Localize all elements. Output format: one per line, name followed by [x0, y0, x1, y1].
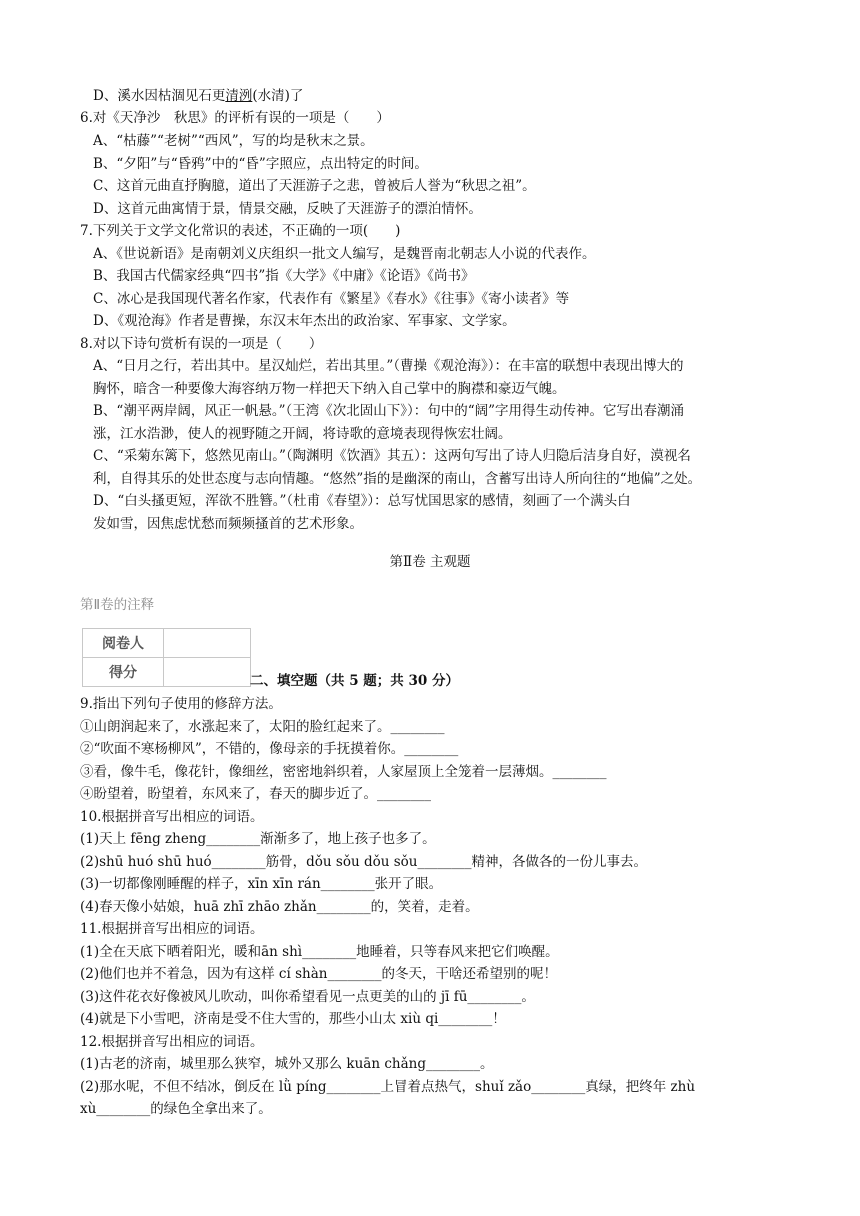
q10-stem: 10.根据拼音写出相应的词语。: [80, 809, 264, 825]
q11-item-1: (1)全在天底下晒着阳光，暖和ān shì________地睡着，只等春风来把它们唤醒。: [80, 944, 559, 960]
q7-option-a: A、《世说新语》是南朝刘义庆组织一批文人编写，是魏晋南北朝志人小说的代表作。: [93, 246, 596, 262]
q10-item-2: (2)shū huó shū huó________筋骨，dǒu sǒu dǒu sǒu________精神，各做各的一份儿事去。: [80, 854, 647, 870]
q11-stem: 11.根据拼音写出相应的词语。: [80, 921, 264, 937]
score-label: 得分: [83, 658, 164, 687]
q7-option-c: C、冰心是我国现代著名作家，代表作有《繁星》《春水》《往事》《寄小读者》等: [93, 291, 570, 307]
q6-stem: 6.对《天净沙 秋思》的评析有误的一项是（ ）: [80, 110, 390, 126]
q10-item-1: (1)天上 fēng zheng________渐渐多了，地上孩子也多了。: [80, 831, 436, 847]
q12-stem: 12.根据拼音写出相应的词语。: [80, 1034, 264, 1050]
q6-option-b: B、“夕阳”与“昏鸦”中的“昏”字照应，点出特定的时间。: [93, 156, 428, 172]
score-cell: [164, 658, 251, 687]
q11-item-3: (3)这件花衣好像被风儿吹动，叫你希望看见一点更美的山的 jī fū________。: [80, 989, 535, 1005]
q12-item-2-line1: (2)那水呢，不但不结冰，倒反在 lǜ píng________上冒着点热气，shuǐ zǎo________真绿，把终年 zhù: [80, 1079, 696, 1095]
q9-item-4: ④盼望着，盼望着，东风来了，春天的脚步近了。________: [80, 786, 431, 802]
q8-stem: 8.对以下诗句赏析有误的一项是（ ）: [80, 336, 323, 352]
q9-item-3: ③看，像牛毛，像花针，像细丝，密密地斜织着，人家屋顶上全笼着一层薄烟。________: [80, 764, 607, 780]
q12-item-2-line2: xù________的绿色全拿出来了。: [80, 1101, 272, 1117]
q8-option-d-line1: D、“白头搔更短，浑欲不胜簪。”（杜甫《春望》）：总写忧国思家的感情，刻画了一个满头白: [93, 493, 631, 509]
q12-item-1: (1)古老的济南，城里那么狭窄，城外又那么 kuān chǎng________。: [80, 1056, 494, 1072]
q10-item-4: (4)春天像小姑娘，huā zhī zhāo zhǎn________的，笑着，走着。: [80, 899, 479, 915]
q8-option-b-line2: 涨，江水浩渺，使人的视野随之开阔，将诗歌的意境表现得恢宏壮阔。: [93, 426, 512, 442]
grader-label: 阅卷人: [83, 629, 164, 658]
q7-stem: 7.下列关于文学文化常识的表述，不正确的一项( ): [80, 223, 401, 239]
q5-option-d: [93, 87, 303, 105]
q8-option-c-line1: C、“采菊东篱下，悠然见南山。”（陶渊明《饮酒》其五）：这两句写出了诗人归隐后洁身自好，漠视名: [93, 448, 691, 464]
q11-item-4: (4)就是下小雪吧，济南是受不住大雪的，那些小山太 xiù qi________！: [80, 1011, 506, 1027]
q8-option-c-line2: 利，自得其乐的处世态度与志向情趣。“悠然”指的是幽深的南山，含蓄写出诗人所向往的“地偏”之处。: [93, 471, 702, 487]
q9-item-2: ②“吹面不寒杨柳风”，不错的，像母亲的手抚摸着你。________: [80, 741, 459, 757]
q7-option-b: B、我国古代儒家经典“四书”指《大学》《中庸》《论语》《尚书》: [93, 268, 475, 284]
q5-option-d-pre: D、溪水因枯涸见石更: [93, 88, 226, 104]
section-title: 第Ⅱ卷 主观题: [389, 554, 471, 570]
grader-table: [82, 628, 251, 687]
q8-option-a-line1: A、“日月之行，若出其中。星汉灿烂，若出其里。”（曹操《观沧海》）：在丰富的联想中表现出博大的: [93, 358, 684, 374]
grader-cell: [164, 629, 251, 658]
part2-title: 二、填空题（共 5 题；共 30 分）: [250, 673, 459, 689]
q6-option-d: D、这首元曲寓情于景，情景交融，反映了天涯游子的漂泊情怀。: [93, 201, 482, 217]
q5-option-d-post: (水清)了: [252, 88, 304, 104]
q8-option-d-line2: 发如雪，因焦虑忧愁而频频搔首的艺术形象。: [93, 516, 363, 532]
q9-stem: 9.指出下列句子使用的修辞方法。: [80, 696, 282, 712]
q10-item-3: (3)一切都像刚睡醒的样子，xīn xīn rán________张开了眼。: [80, 876, 443, 892]
q6-option-a: A、“枯藤”“老树”“西风”，写的均是秋末之景。: [93, 133, 374, 149]
q6-option-c: C、这首元曲直抒胸臆，道出了天涯游子之悲，曾被后人誉为“秋思之祖”。: [93, 178, 536, 194]
section-note: 第Ⅱ卷的注释: [80, 597, 155, 613]
q7-option-d: D、《观沧海》作者是曹操，东汉末年杰出的政治家、军事家、文学家。: [93, 313, 516, 329]
q11-item-2: (2)他们也并不着急，因为有这样 cí shàn________的冬天，干啥还希望别的呢！: [80, 966, 557, 982]
q8-option-a-line2: 胸怀，暗含一种要像大海容纳万物一样把天下纳入自己掌中的胸襟和豪迈气魄。: [93, 381, 566, 397]
q9-item-1: ①山朗润起来了，水涨起来了，太阳的脸红起来了。________: [80, 719, 445, 735]
q8-option-b-line1: B、“潮平两岸阔，风正一帆悬。”（王湾《次北固山下》）：句中的“阔”字用得生动传神。它写出春潮涌: [93, 403, 685, 419]
q5-option-d-underlined: 清洌: [225, 88, 253, 104]
